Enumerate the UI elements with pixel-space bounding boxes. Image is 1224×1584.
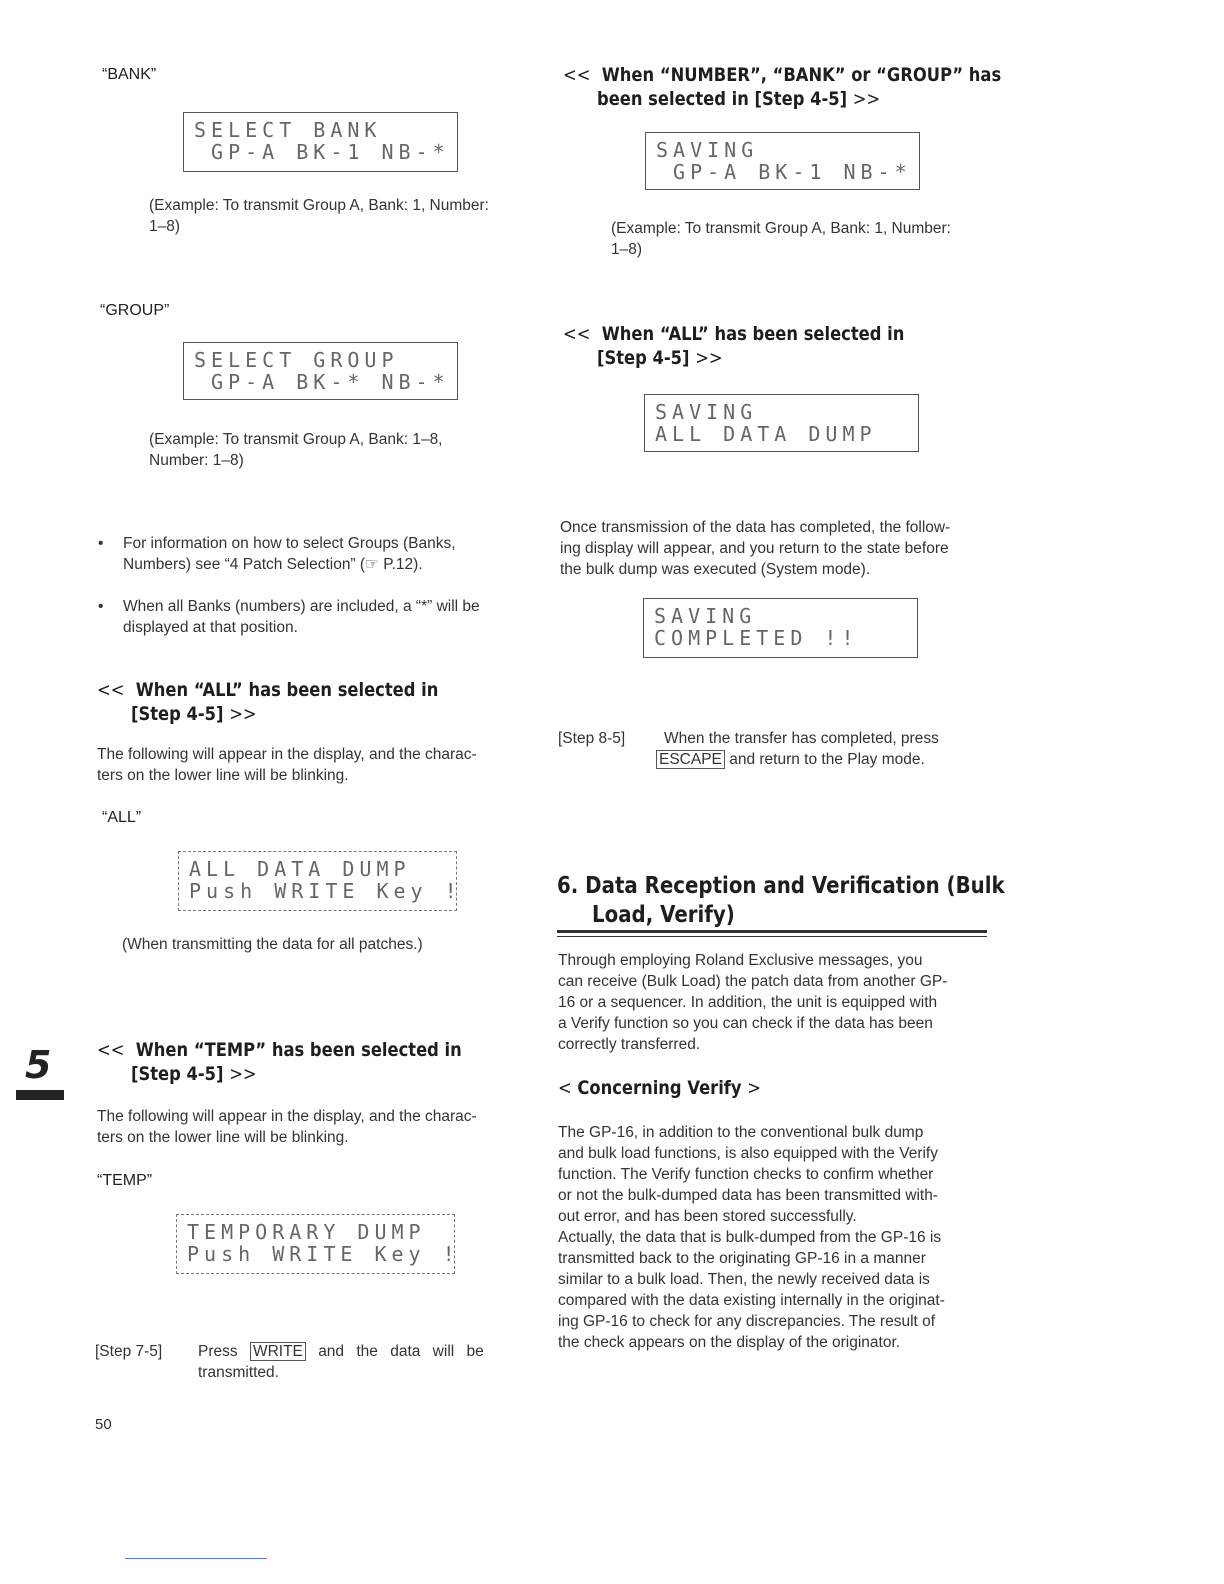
group-label: “GROUP” <box>100 302 170 319</box>
verify-heading-text: Concerning Verify <box>577 1077 742 1099</box>
intro-line: a Verify function so you can check if the data has been <box>558 1015 933 1032</box>
heading-line-1: When “NUMBER”, “BANK” or “GROUP” has <box>601 64 1002 86</box>
step-7-text-1: Press <box>198 1343 238 1360</box>
section-6-title <box>557 872 1005 901</box>
verify-paragraph <box>558 1122 988 1353</box>
gt-bracket: > <box>747 1077 761 1099</box>
verify-line: transmitted back to the originating GP-16 in a manner <box>558 1250 926 1267</box>
lcd-saving-group <box>645 132 920 190</box>
step-8-label: [Step 8-5] <box>558 730 626 747</box>
intro-line: correctly transferred. <box>558 1036 701 1053</box>
step-7-text-2: and the data will be <box>318 1343 484 1360</box>
bullet-line-2: Numbers) see “4 Patch Selection” (☞ P.12). <box>123 556 423 573</box>
footer-rule <box>125 1558 267 1559</box>
step-8-text-2-rest: and return to the Play mode. <box>729 751 925 768</box>
lcd-saving-completed <box>643 598 918 658</box>
all-text-line-2: ters on the lower line will be blinking. <box>97 767 349 784</box>
bullet-icon: • <box>98 598 104 615</box>
saving-caption-line-1: (Example: To transmit Group A, Bank: 1, Number: <box>611 220 951 237</box>
lcd-line-2: GP-A BK-* NB-* <box>194 370 450 394</box>
lcd-line-2: GP-A BK-1 NB-* <box>656 160 912 184</box>
heading-line-2: been selected in [Step 4-5] <box>597 88 848 110</box>
verify-line: Actually, the data that is bulk-dumped from the GP-16 is <box>558 1229 942 1246</box>
open-arrows: << <box>97 679 125 701</box>
close-arrows: >> <box>695 347 723 369</box>
lcd-line-1: SAVING <box>655 400 758 424</box>
heading-nbg-selected-2 <box>597 87 880 111</box>
lcd-select-group <box>183 342 458 400</box>
close-arrows: >> <box>852 88 881 110</box>
all-text-line-1: The following will appear in the display, and the charac- <box>97 746 477 763</box>
verify-line: compared with the data existing internally in the originat- <box>558 1292 945 1309</box>
open-arrows: << <box>563 64 591 86</box>
heading-line-2: [Step 4-5] <box>597 347 690 369</box>
intro-paragraph <box>558 950 988 1055</box>
group-caption-line-1: (Example: To transmit Group A, Bank: 1–8, <box>149 431 443 448</box>
open-arrows: << <box>563 323 591 345</box>
heading-line-1: When “ALL” has been selected in <box>601 323 905 345</box>
bullet-line-1: For information on how to select Groups (Banks, <box>123 535 456 552</box>
bank-caption-line-2: 1–8) <box>149 218 181 235</box>
verify-line: or not the bulk-dumped data has been transmitted with- <box>558 1187 938 1204</box>
step-8-text-1: When the transfer has completed, press <box>664 730 939 747</box>
bullet-line-2: displayed at that position. <box>123 619 298 636</box>
step-7-label: [Step 7-5] <box>95 1343 163 1360</box>
heading-all-selected-left <box>97 678 438 702</box>
heading-temp-selected <box>97 1038 462 1062</box>
heading-line-1: When “TEMP” has been selected in <box>135 1039 462 1061</box>
once-text-line-3: the bulk dump was executed (System mode). <box>560 561 871 578</box>
lcd-line-1: ALL DATA DUMP <box>189 857 411 881</box>
bullet-item-all-banks <box>98 596 480 638</box>
bank-caption-line-1: (Example: To transmit Group A, Bank: 1, Number: <box>149 197 489 214</box>
verify-line: the check appears on the display of the originator. <box>558 1334 901 1351</box>
page-number: 50 <box>95 1416 112 1433</box>
all-caption: (When transmitting the data for all patches.) <box>122 936 423 953</box>
lcd-line-2: GP-A BK-1 NB-* <box>194 140 450 164</box>
lcd-saving-all <box>644 394 919 452</box>
chapter-number: 5 <box>25 1043 52 1087</box>
bullet-line-1: When all Banks (numbers) are included, a “*” will be <box>123 598 480 615</box>
heading-nbg-selected <box>563 63 1001 87</box>
bullet-icon: • <box>98 535 104 552</box>
intro-line: can receive (Bulk Load) the patch data from another GP- <box>558 973 948 990</box>
step-8-text-2 <box>656 749 925 770</box>
once-text-line-1: Once transmission of the data has completed, the follow- <box>560 519 951 536</box>
section-number: 6. <box>557 873 579 899</box>
lcd-line-1: SAVING <box>654 604 757 628</box>
lcd-all-data-dump <box>178 851 462 911</box>
bank-label: “BANK” <box>102 66 157 83</box>
verify-line: similar to a bulk load. Then, the newly received data is <box>558 1271 930 1288</box>
once-text-line-2: ing display will appear, and you return to the state before <box>560 540 949 557</box>
escape-key: ESCAPE <box>656 750 725 769</box>
temp-text-line-2: ters on the lower line will be blinking. <box>97 1129 349 1146</box>
lcd-line-1: SAVING <box>656 138 759 162</box>
heading-all-selected-left-2 <box>131 702 257 726</box>
lcd-temporary-dump <box>176 1214 460 1274</box>
chapter-tab-bar <box>16 1090 64 1100</box>
heading-line-1: When “ALL” has been selected in <box>135 679 439 701</box>
verify-line: The GP-16, in addition to the conventional bulk dump <box>558 1124 924 1141</box>
intro-line: 16 or a sequencer. In addition, the unit is equipped with <box>558 994 938 1011</box>
verify-line: ing GP-16 to check for any discrepancies. The result of <box>558 1313 936 1330</box>
temp-text-line-1: The following will appear in the display, and the charac- <box>97 1108 477 1125</box>
saving-caption-line-2: 1–8) <box>611 241 643 258</box>
section-title-line-2: Load, Verify) <box>592 902 735 928</box>
temp-label: “TEMP” <box>97 1172 153 1189</box>
heading-line-2: [Step 4-5] <box>131 703 224 725</box>
bullet-item-patch-selection <box>98 533 456 575</box>
heading-all-selected-right <box>563 322 904 346</box>
open-arrows: << <box>97 1039 125 1061</box>
verify-line: function. The Verify function checks to confirm whether <box>558 1166 934 1183</box>
lcd-line-1: TEMPORARY DUMP <box>187 1220 426 1244</box>
section-title-line-1: Data Reception and Verification (Bulk <box>585 873 1005 899</box>
lcd-select-bank <box>183 112 458 172</box>
intro-line: Through employing Roland Exclusive messages, you <box>558 952 923 969</box>
verify-line: and bulk load functions, is also equipped with the Verify <box>558 1145 938 1162</box>
step-7-text-3: transmitted. <box>198 1364 279 1381</box>
lt-bracket: < <box>558 1077 572 1099</box>
lcd-line-2: Push WRITE Key ! <box>189 879 462 903</box>
close-arrows: >> <box>229 703 257 725</box>
heading-all-selected-right-2 <box>597 346 723 370</box>
write-key: WRITE <box>250 1342 306 1361</box>
heading-line-2: [Step 4-5] <box>131 1063 224 1085</box>
lcd-line-2: COMPLETED !! <box>654 626 859 650</box>
heading-temp-selected-2 <box>131 1062 257 1086</box>
section-rule-thick <box>557 930 987 933</box>
lcd-line-1: SELECT BANK <box>194 118 382 142</box>
lcd-line-2: ALL DATA DUMP <box>655 422 877 446</box>
lcd-line-2: Push WRITE Key ! <box>187 1242 460 1266</box>
verify-heading <box>558 1076 761 1100</box>
all-label: “ALL” <box>102 809 142 826</box>
verify-line: out error, and has been stored successfully. <box>558 1208 857 1225</box>
close-arrows: >> <box>229 1063 257 1085</box>
group-caption-line-2: Number: 1–8) <box>149 452 244 469</box>
section-rule-thin <box>557 936 987 937</box>
step-7-text <box>198 1341 484 1362</box>
lcd-line-1: SELECT GROUP <box>194 348 399 372</box>
